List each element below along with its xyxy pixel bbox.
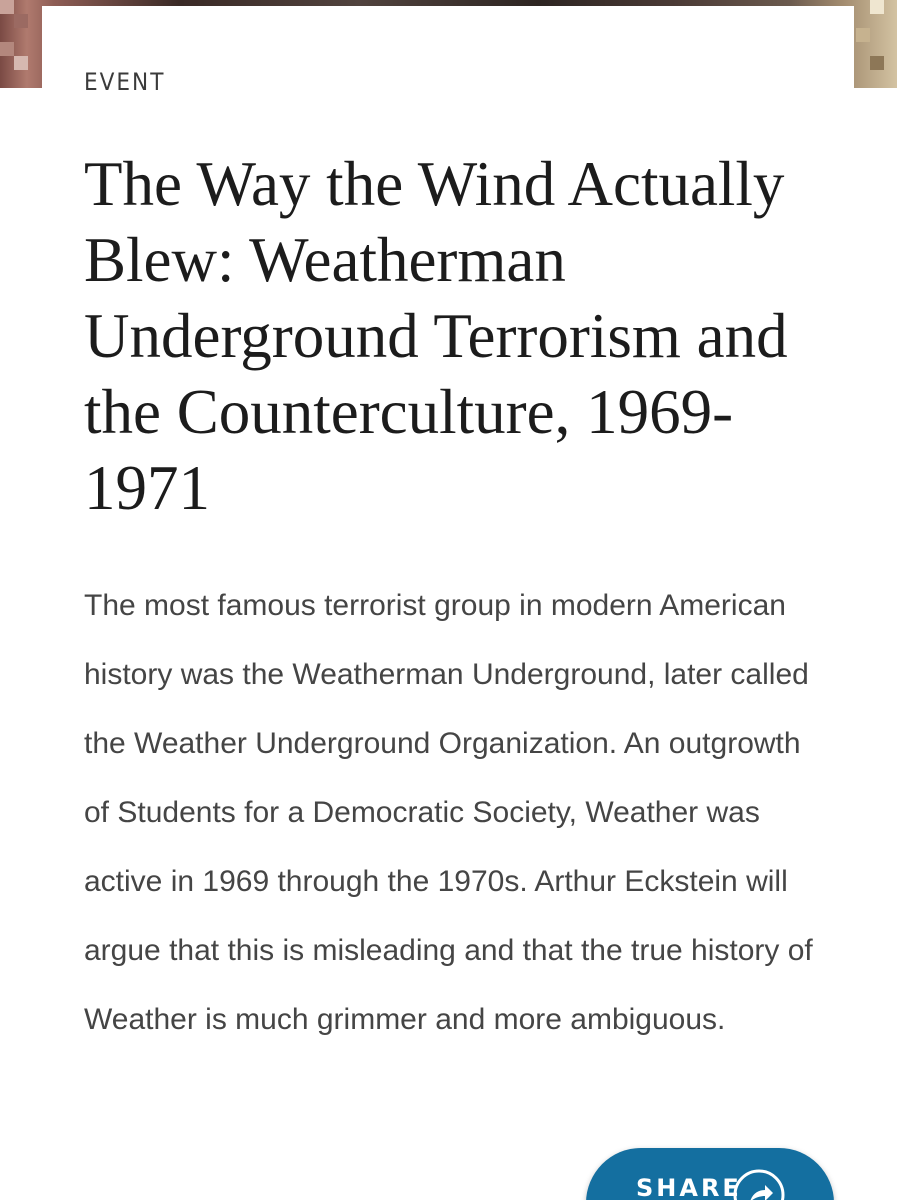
article-description: The most famous terrorist group in modern American history was the Weatherman Underground, later called the Weather Underground Organization. An outgrowth of Students for a Democratic Society, Weather was active in 1969 through the 1970s. Arthur Eckstein will argue that this is misleading and that the true history of Weather is much grimmer and more ambiguous. bbox=[84, 589, 813, 1036]
article-title: The Way the Wind Actually Blew: Weatherman Underground Terrorism and the Counterculture, 1969-1971 bbox=[84, 149, 788, 523]
share-arrow-icon bbox=[732, 1168, 786, 1200]
share-label: SHARE bbox=[636, 1174, 742, 1200]
category-label: EVENT bbox=[84, 68, 166, 96]
share-button[interactable] bbox=[586, 1148, 834, 1200]
article-card bbox=[42, 6, 854, 1200]
